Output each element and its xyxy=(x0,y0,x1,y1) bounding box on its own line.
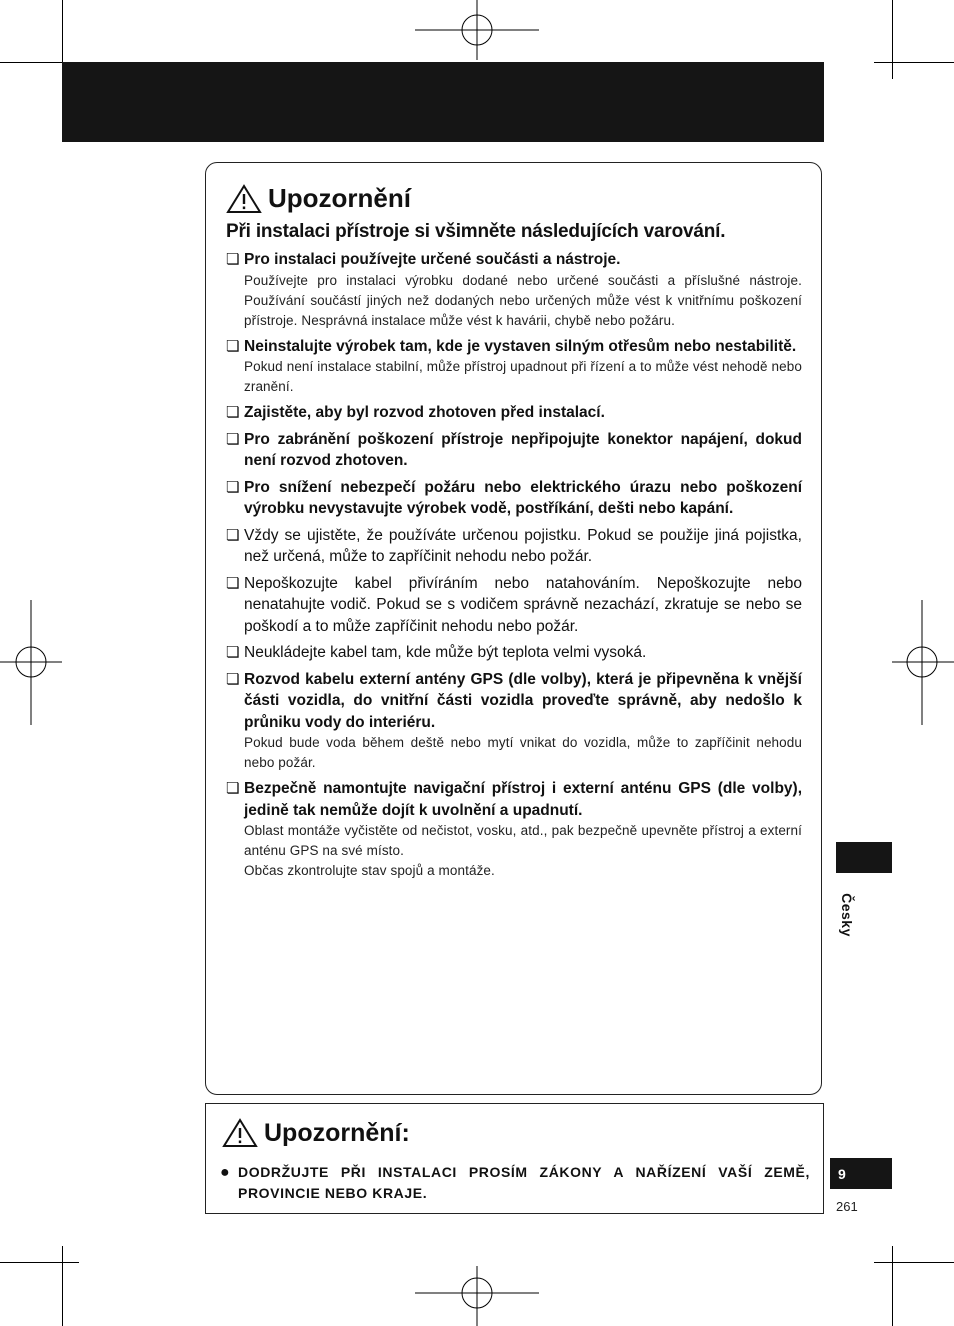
page-number: 261 xyxy=(836,1199,858,1214)
warning-box xyxy=(205,1103,824,1214)
checkbox-bullet-icon: ❏ xyxy=(226,644,240,661)
list-item: ❏ Neukládejte kabel tam, kde může být teplota velmi vysoká. xyxy=(226,642,802,664)
list-item: ❏ Pro instalaci používejte určené součásti a nástroje. Používejte pro instalaci výrobku dodané nebo určené součásti a příslušné nástroje. Používání součástí jiných než dodaných nebo určených může vést k vnitřnímu poškození přístroje. Nesprávná instalace může vést k havárii, chybě nebo požáru. xyxy=(226,251,802,328)
caution-title: Upozornění xyxy=(268,183,411,213)
checkbox-bullet-icon: ❏ xyxy=(226,404,240,421)
checkbox-bullet-icon: ❏ xyxy=(226,251,240,268)
checkbox-bullet-icon: ❏ xyxy=(226,780,240,797)
warning-triangle-icon xyxy=(222,1118,258,1148)
registration-mark-top xyxy=(415,0,539,60)
checkbox-bullet-icon: ❏ xyxy=(226,670,240,688)
header-bar xyxy=(62,62,824,142)
warning-title: Upozornění: xyxy=(264,1118,410,1147)
warning-text: ● DODRŽUJTE PŘI INSTALACI PROSÍM ZÁKONY A NAŘÍZENÍ VAŠÍ ZEMĚ, PROVINCIE NEBO KRAJE. xyxy=(220,1162,810,1204)
list-item: ❏ Pro snížení nebezpečí požáru nebo elektrického úrazu nebo poškození výrobku nevystavujte výrobek vodě, postříkání, dešti nebo kapání. xyxy=(226,477,802,520)
chapter-tab: 9 xyxy=(830,1158,892,1189)
language-tab xyxy=(836,842,892,873)
checkbox-bullet-icon: ❏ xyxy=(226,526,240,544)
list-item: ❏ Rozvod kabelu externí antény GPS (dle volby), která je připevněna k vnější části vozidla, do vnitřní části vozidla proveďte správně, aby nedošlo k průniku vody do interiéru. Pokud bude voda během deště nebo mytí vnikat do vozidla, může to zapříčinit nehodu nebo požár. xyxy=(226,670,802,770)
list-item: ❏ Neinstalujte výrobek tam, kde je vystaven silným otřesům nebo nestabilitě. Pokud není instalace stabilní, může přístroj upadnout při řízení a to může vést nehodě nebo zranění. xyxy=(226,337,802,394)
checkbox-bullet-icon: ❏ xyxy=(226,430,240,448)
checkbox-bullet-icon: ❏ xyxy=(226,478,240,496)
warning-heading xyxy=(222,1118,410,1148)
bullet-icon: ● xyxy=(220,1164,231,1181)
list-item: ❏ Pro zabránění poškození přístroje nepřipojujte konektor napájení, dokud není rozvod zhotoven. xyxy=(226,429,802,472)
list-item: ❏ Nepoškozujte kabel přivíráním nebo natahováním. Nepoškozujte nebo nenatahujte vodič. Pokud se s vodičem správně nezachází, zkratuje se nebo se poškodí a to může zapříčinit nehodu nebo požár. xyxy=(226,573,802,638)
list-item: ❏ Zajistěte, aby byl rozvod zhotoven před instalací. xyxy=(226,402,802,424)
list-item: ❏ Vždy se ujistěte, že používáte určenou pojistku. Pokud se použije jiná pojistka, než určená, může to zapříčinit nehodu nebo požár. xyxy=(226,525,802,568)
checkbox-bullet-icon: ❏ xyxy=(226,337,240,355)
caution-box xyxy=(205,162,822,1095)
registration-mark-bottom xyxy=(415,1266,539,1326)
language-label: Česky xyxy=(839,893,855,937)
warning-triangle-icon xyxy=(226,184,262,214)
checkbox-bullet-icon: ❏ xyxy=(226,574,240,592)
caution-heading xyxy=(226,183,411,214)
caution-subtitle: Při instalaci přístroje si všimněte následujících varování. xyxy=(226,221,726,242)
registration-mark-left xyxy=(0,600,62,725)
caution-list xyxy=(226,249,802,886)
list-item: ❏ Bezpečně namontujte navigační přístroj i externí anténu GPS (dle volby), jedině tak nemůže dojít k uvolnění a upadnutí. Oblast montáže vyčistěte od nečistot, vosku, atd., pak bezpečně upevněte přístroj a externí anténu GPS na své místo. Občas zkontrolujte stav spojů a montáže. xyxy=(226,780,802,878)
registration-mark-right xyxy=(892,600,954,725)
